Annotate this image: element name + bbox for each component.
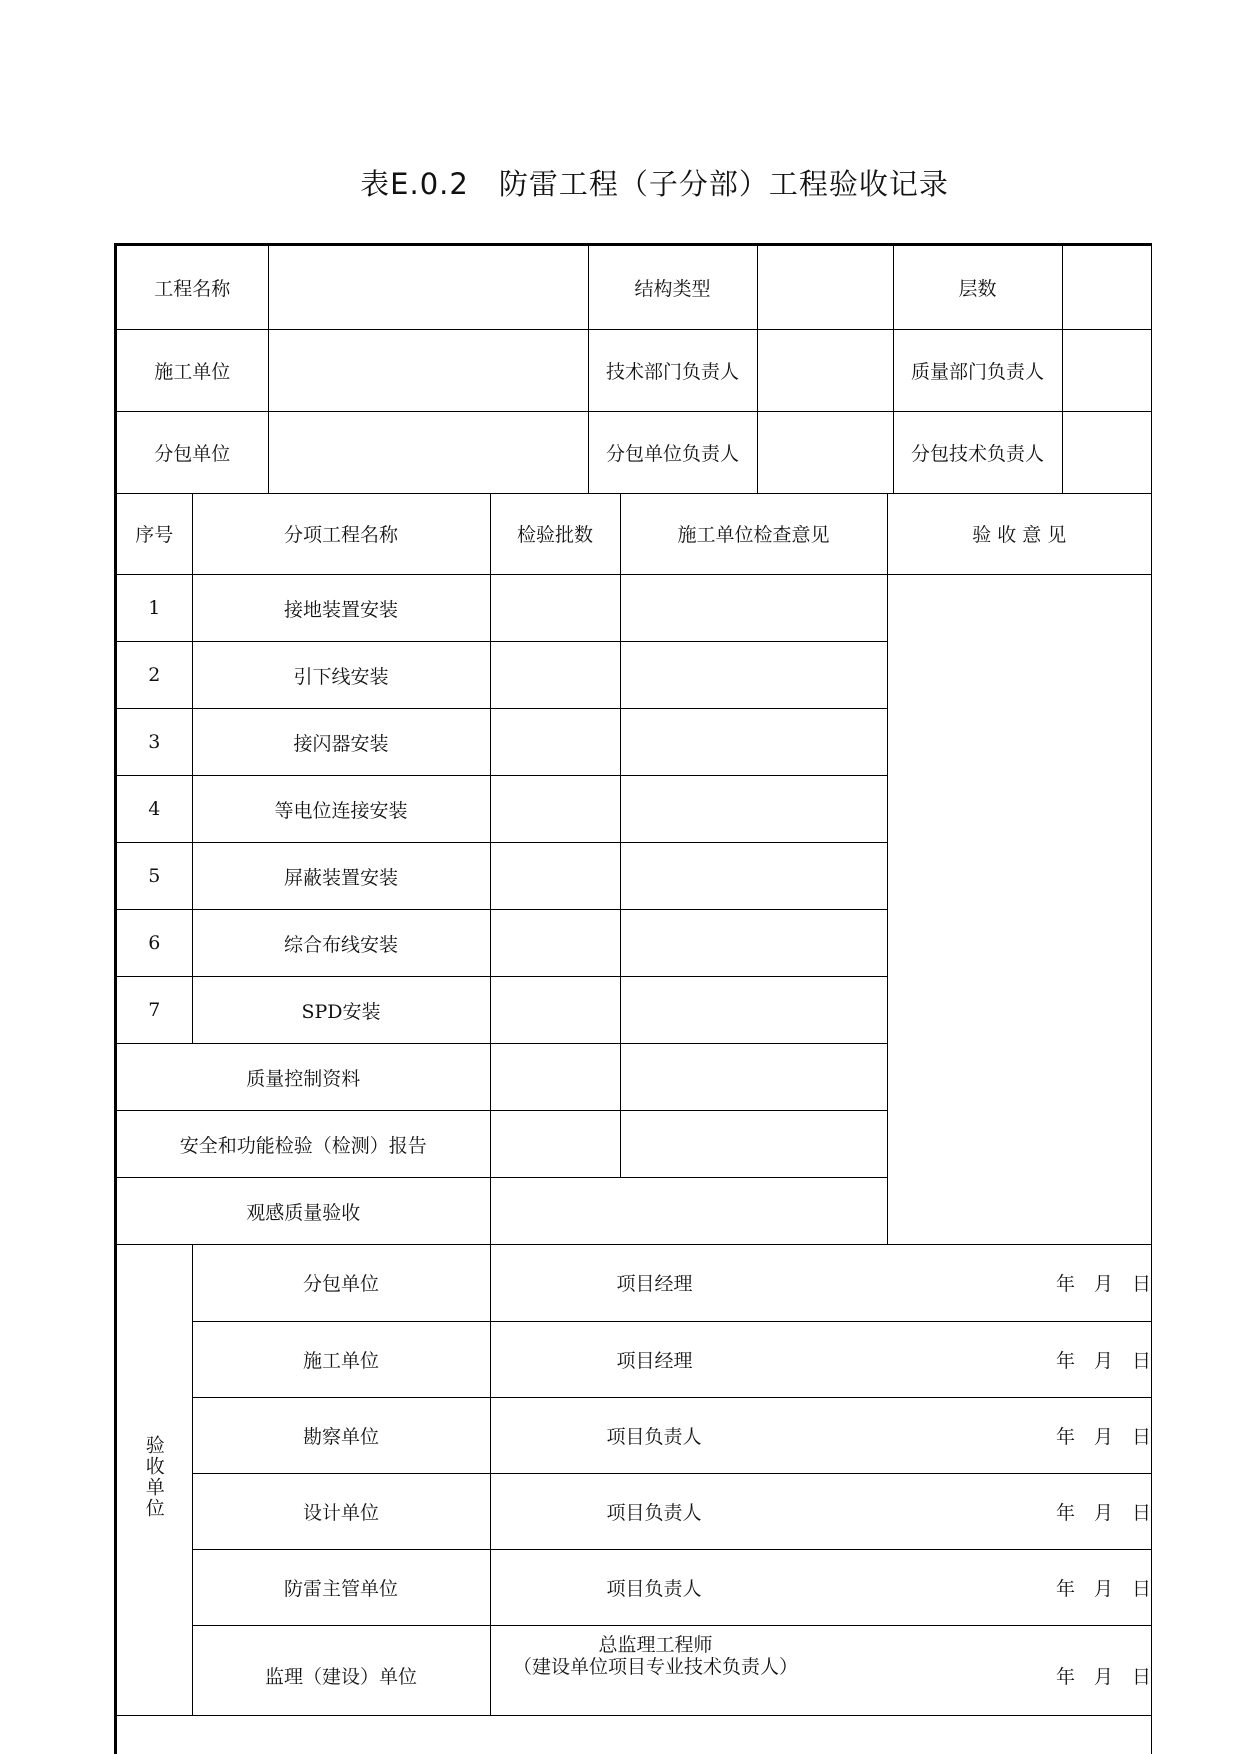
item-no: 6 — [117, 910, 192, 977]
project-name-field[interactable] — [268, 246, 588, 329]
item-contractor-field[interactable] — [620, 776, 887, 843]
item-batch-field[interactable] — [490, 910, 620, 977]
acceptance-unit-name: 施工单位 — [192, 1321, 490, 1397]
quality-head-label: 质量部门负责人 — [893, 329, 1062, 411]
form-outer-border — [114, 243, 1152, 1754]
acceptance-table — [117, 1245, 1151, 1716]
item-no: 1 — [117, 575, 192, 642]
header-table — [117, 246, 1151, 494]
floors-label: 层数 — [893, 246, 1062, 329]
item-name: 引下线安装 — [192, 642, 490, 709]
acceptance-sign-cell[interactable] — [490, 1397, 1151, 1473]
acceptance-sign-cell[interactable] — [490, 1473, 1151, 1549]
acceptance-group-label: 验收单位 — [142, 1435, 165, 1520]
item-contractor-field[interactable] — [620, 709, 887, 776]
subcontract-tech-field[interactable] — [1062, 411, 1151, 493]
acceptance-unit-name: 防雷主管单位 — [192, 1549, 490, 1625]
project-name-label: 工程名称 — [117, 246, 268, 329]
col-header-contractor-opinion: 施工单位检查意见 — [620, 494, 887, 575]
document-title: 表E.0.2 防雷工程（子分部）工程验收记录 — [360, 167, 949, 201]
items-table — [117, 494, 1151, 1246]
item-name: 屏蔽装置安装 — [192, 843, 490, 910]
item-batch-field[interactable] — [490, 843, 620, 910]
acceptance-role: 项目经理 — [616, 1273, 693, 1296]
item-batch-field[interactable] — [490, 776, 620, 843]
acceptance-role: 总监理工程师 — [598, 1633, 713, 1656]
item-contractor-field[interactable] — [620, 642, 887, 709]
safety-report-label: 安全和功能检验（检测）报告 — [117, 1111, 490, 1178]
col-header-batch-count: 检验批数 — [490, 494, 620, 575]
acceptance-date: 年 月 日 — [1055, 1349, 1151, 1372]
acceptance-sign-cell[interactable] — [490, 1549, 1151, 1625]
acceptance-sign-cell[interactable] — [490, 1245, 1151, 1321]
acceptance-opinion-field[interactable] — [887, 575, 1151, 1245]
item-name: 综合布线安装 — [192, 910, 490, 977]
structure-type-label: 结构类型 — [588, 246, 757, 329]
acceptance-date: 年 月 日 — [1055, 1577, 1151, 1600]
structure-type-field[interactable] — [757, 246, 893, 329]
item-no: 2 — [117, 642, 192, 709]
acceptance-unit-name: 监理（建设）单位 — [192, 1625, 490, 1715]
appearance-field[interactable] — [490, 1178, 887, 1245]
acceptance-role-note: （建设单位项目专业技术负责人） — [512, 1655, 798, 1678]
item-batch-field[interactable] — [490, 709, 620, 776]
quality-docs-label: 质量控制资料 — [117, 1044, 490, 1111]
tech-head-label: 技术部门负责人 — [588, 329, 757, 411]
item-batch-field[interactable] — [490, 642, 620, 709]
acceptance-role: 项目经理 — [616, 1349, 693, 1372]
construction-unit-label: 施工单位 — [117, 329, 268, 411]
item-contractor-field[interactable] — [620, 910, 887, 977]
acceptance-sign-cell[interactable] — [490, 1321, 1151, 1397]
form-sheet — [114, 243, 1152, 1754]
acceptance-role: 项目负责人 — [606, 1501, 702, 1524]
item-contractor-field[interactable] — [620, 843, 887, 910]
subcontract-head-label: 分包单位负责人 — [588, 411, 757, 493]
subcontract-tech-label: 分包技术负责人 — [893, 411, 1062, 493]
floors-field[interactable] — [1062, 246, 1151, 329]
acceptance-role: 项目负责人 — [606, 1577, 702, 1600]
subcontract-head-field[interactable] — [757, 411, 893, 493]
item-contractor-field[interactable] — [620, 575, 887, 642]
tech-head-field[interactable] — [757, 329, 893, 411]
subcontract-unit-field[interactable] — [268, 411, 588, 493]
safety-report-batch-field[interactable] — [490, 1111, 620, 1178]
acceptance-sign-cell[interactable] — [490, 1625, 1151, 1715]
quality-docs-opinion-field[interactable] — [620, 1044, 887, 1111]
quality-docs-batch-field[interactable] — [490, 1044, 620, 1111]
item-no: 7 — [117, 977, 192, 1044]
safety-report-opinion-field[interactable] — [620, 1111, 887, 1178]
acceptance-unit-name: 设计单位 — [192, 1473, 490, 1549]
acceptance-date: 年 月 日 — [1055, 1425, 1151, 1448]
item-name: 接闪器安装 — [192, 709, 490, 776]
quality-head-field[interactable] — [1062, 329, 1151, 411]
item-no: 5 — [117, 843, 192, 910]
item-name: SPD安装 — [192, 977, 490, 1044]
col-header-acceptance-opinion: 验 收 意 见 — [887, 494, 1151, 575]
col-header-item-name: 分项工程名称 — [192, 494, 490, 575]
acceptance-date: 年 月 日 — [1055, 1501, 1151, 1524]
appearance-label: 观感质量验收 — [117, 1178, 490, 1245]
item-batch-field[interactable] — [490, 977, 620, 1044]
item-no: 3 — [117, 709, 192, 776]
acceptance-role: 项目负责人 — [606, 1425, 702, 1448]
acceptance-date: 年 月 日 — [1055, 1273, 1151, 1296]
construction-unit-field[interactable] — [268, 329, 588, 411]
acceptance-unit-name: 勘察单位 — [192, 1397, 490, 1473]
item-name: 等电位连接安装 — [192, 776, 490, 843]
subcontract-unit-label: 分包单位 — [117, 411, 268, 493]
item-contractor-field[interactable] — [620, 977, 887, 1044]
acceptance-unit-name: 分包单位 — [192, 1245, 490, 1321]
acceptance-date: 年 月 日 — [1055, 1665, 1151, 1688]
item-no: 4 — [117, 776, 192, 843]
col-header-no: 序号 — [117, 494, 192, 575]
item-batch-field[interactable] — [490, 575, 620, 642]
item-name: 接地装置安装 — [192, 575, 490, 642]
acceptance-group-cell — [117, 1245, 192, 1715]
